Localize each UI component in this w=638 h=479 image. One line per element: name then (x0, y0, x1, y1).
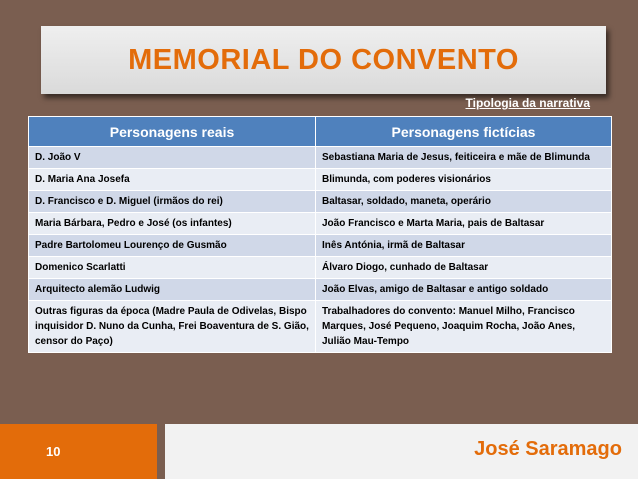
table-row (29, 191, 612, 213)
real-character-cell: Outras figuras da época (Madre Paula de Odivelas, Bispo inquisidor D. Nuno da Cunha, Frei Boaventura de S. Gião, censor do Paço) (29, 301, 316, 353)
real-character-cell: Arquitecto alemão Ludwig (29, 279, 316, 301)
table-row (29, 301, 612, 353)
table-row (29, 213, 612, 235)
table-row (29, 147, 612, 169)
fictional-character-cell: João Francisco e Marta Maria, pais de Baltasar (316, 213, 612, 235)
page-number: 10 (46, 444, 61, 459)
fictional-character-cell: Trabalhadores do convento: Manuel Milho, Francisco Marques, José Pequeno, Joaquim Rocha, João Anes, Julião Mau-Tempo (316, 301, 612, 353)
real-character-cell: D. Maria Ana Josefa (29, 169, 316, 191)
fictional-character-cell: Álvaro Diogo, cunhado de Baltasar (316, 257, 612, 279)
table-row (29, 235, 612, 257)
table-row (29, 257, 612, 279)
real-character-cell: D. Francisco e D. Miguel (irmãos do rei) (29, 191, 316, 213)
header-real-characters: Personagens reais (29, 117, 316, 147)
fictional-character-cell: Inês Antónia, irmã de Baltasar (316, 235, 612, 257)
fictional-character-cell: Sebastiana Maria de Jesus, feiticeira e mãe de Blimunda (316, 147, 612, 169)
footer-accent-bar (0, 424, 157, 479)
header-fictional-characters: Personagens fictícias (316, 117, 612, 147)
slide-subtitle: Tipologia da narrativa (465, 96, 590, 110)
real-character-cell: Maria Bárbara, Pedro e José (os infantes) (29, 213, 316, 235)
fictional-character-cell: João Elvas, amigo de Baltasar e antigo soldado (316, 279, 612, 301)
slide-title: MEMORIAL DO CONVENTO (128, 44, 519, 76)
fictional-character-cell: Baltasar, soldado, maneta, operário (316, 191, 612, 213)
characters-table (28, 116, 612, 353)
fictional-character-cell: Blimunda, com poderes visionários (316, 169, 612, 191)
real-character-cell: Domenico Scarlatti (29, 257, 316, 279)
real-character-cell: Padre Bartolomeu Lourenço de Gusmão (29, 235, 316, 257)
author-name: José Saramago (474, 438, 622, 460)
table-header-row (29, 117, 612, 147)
title-box (41, 26, 606, 94)
table-row (29, 279, 612, 301)
real-character-cell: D. João V (29, 147, 316, 169)
table-row (29, 169, 612, 191)
